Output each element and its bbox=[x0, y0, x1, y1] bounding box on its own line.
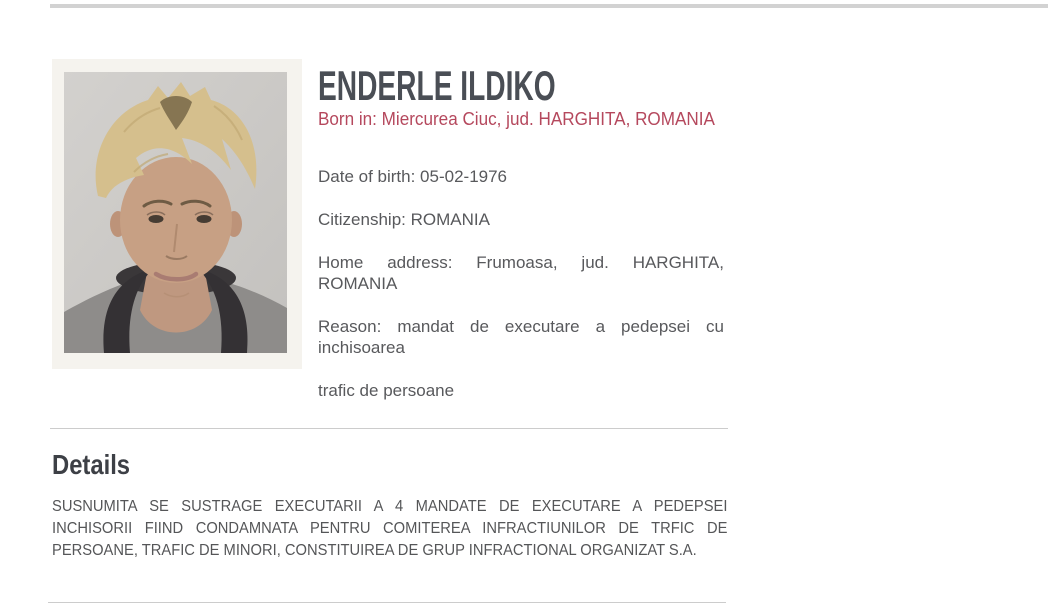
details-text: SUSNUMITA SE SUSTRAGE EXECUTARII A 4 MANDATE DE EXECUTARE A PEDEPSEI INCHISORII FIIND CONDAMNATA PENTRU COMITEREA INFRACTIUNILOR DE TRFIC DE PERSOANE, TRAFIC DE MINORI, CONSTITUIREA DE GRUP INFRACTIONAL ORGANIZAT S.A. bbox=[52, 498, 728, 559]
profile-info bbox=[318, 59, 724, 401]
bottom-divider bbox=[48, 602, 726, 603]
person-name: ENDERLE ILDIKO bbox=[318, 62, 556, 109]
wanted-person-page bbox=[52, 59, 730, 603]
photo-frame bbox=[52, 59, 302, 369]
born-in-line: Born in: Miercurea Ciuc, jud. HARGHITA, ROMANIA bbox=[318, 109, 715, 129]
mugshot-photo bbox=[64, 72, 287, 353]
field-offense: trafic de persoane bbox=[318, 381, 455, 400]
details-section-divider bbox=[50, 428, 728, 429]
top-divider bbox=[50, 4, 1048, 8]
eye-left bbox=[149, 215, 164, 223]
field-reason: Reason: mandat de executare a pedepsei cu inchisoarea bbox=[318, 317, 724, 357]
field-date-of-birth: Date of birth: 05-02-1976 bbox=[318, 167, 508, 186]
field-home-address: Home address: Frumoasa, jud. HARGHITA, ROMANIA bbox=[318, 253, 724, 293]
field-citizenship: Citizenship: ROMANIA bbox=[318, 210, 490, 229]
details-heading: Details bbox=[52, 449, 131, 480]
eye-right bbox=[197, 215, 212, 223]
profile-section bbox=[52, 59, 730, 401]
